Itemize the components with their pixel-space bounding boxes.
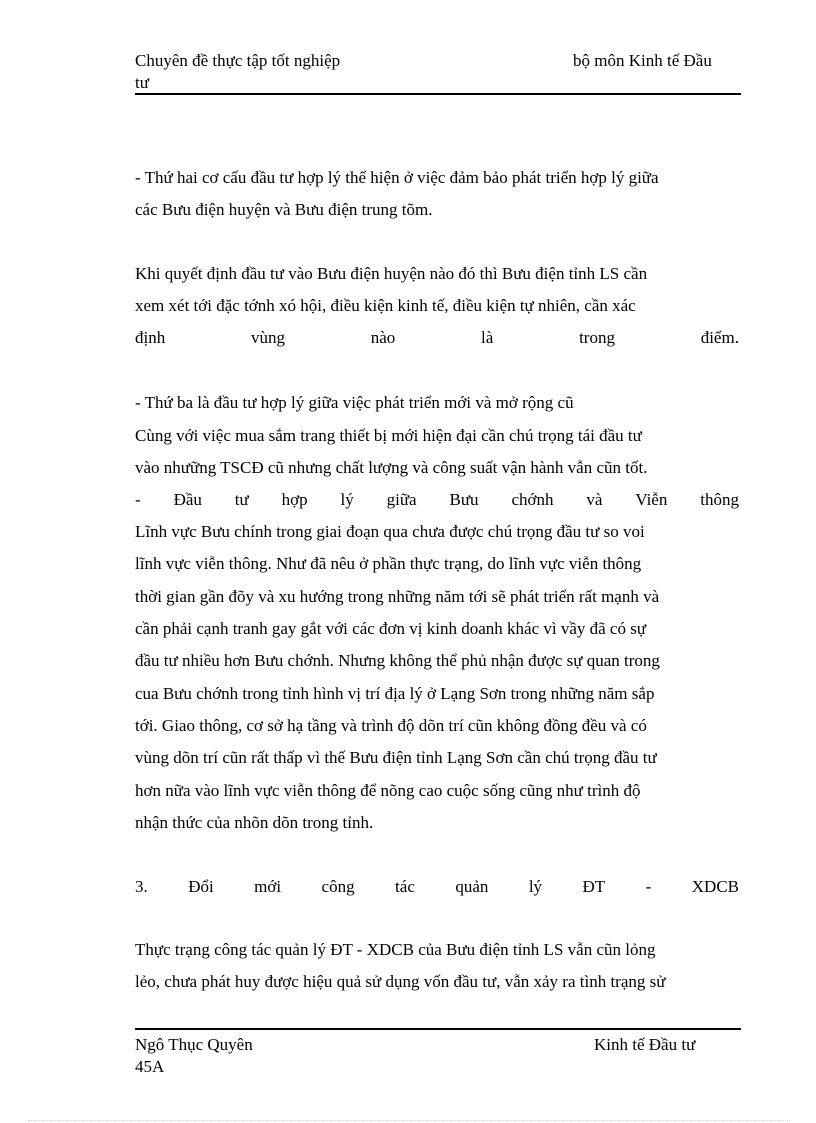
word: trong [579, 328, 615, 347]
header-rule [135, 93, 741, 95]
paragraph-line: cần phải cạnh tranh gay gắt với các đơn vị kinh doanh khác vì vầy đã có sự [135, 619, 647, 638]
footer-author: Ngô Thục Quyên [135, 1035, 253, 1054]
word: mới [254, 877, 282, 896]
word: chớnh [511, 490, 554, 509]
page-bottom-border [28, 1120, 790, 1121]
paragraph-line [135, 489, 739, 511]
footer-author-block [135, 1034, 253, 1078]
header-left-line1: Chuyên đề thực tập tốt nghiệp [135, 51, 341, 70]
paragraph-line: các Bưu điện huyện và Bưu điện trung tõm. [135, 200, 433, 219]
word: ĐT [582, 877, 606, 896]
paragraph-line: thời gian gần đõy và xu hướng trong những năm tới sẽ phát triển rất mạnh và [135, 587, 660, 606]
word: công [321, 877, 355, 896]
footer-right: Kinh tế Đầu tư [594, 1035, 696, 1054]
section-heading [135, 876, 739, 898]
paragraph-line: Khi quyết định đầu tư vào Bưu điện huyện nào đó thì Bưu điện tỉnh LS cần [135, 264, 648, 283]
word: quản [455, 877, 489, 896]
footer-class: 45A [135, 1057, 165, 1076]
paragraph-line: lẻo, chưa phát huy được hiệu quả sử dụng vốn đầu tư, vẫn xảy ra tình trạng sử [135, 972, 666, 991]
word: Bưu [449, 490, 479, 509]
paragraph-line: cua Bưu chớnh trong tỉnh hình vị trí địa lý ở Lạng Sơn trong những năm sắp [135, 684, 655, 703]
word: Viễn [635, 490, 668, 509]
word: là [481, 328, 494, 347]
paragraph-line: - Thứ hai cơ cấu đầu tư hợp lý thể hiện ở việc đảm bảo phát triển hợp lý giữa [135, 168, 659, 187]
word: và [586, 490, 603, 509]
paragraph-line: tới. Giao thông, cơ sở hạ tầng và trình độ dõn trí cũn không đồng đều và có [135, 716, 647, 735]
paragraph-line: - Thứ ba là đầu tư hợp lý giữa việc phát triển mới và mở rộng cũ [135, 393, 574, 412]
word: lý [528, 877, 543, 896]
footer-rule [135, 1028, 741, 1030]
paragraph-line: vào nhưững TSCĐ cũ nhưng chất lượng và công suất vận hành vẫn cũn tốt. [135, 458, 648, 477]
word: hợp [281, 490, 308, 509]
paragraph-line: hơn nữa vào lĩnh vực viễn thông để nõng cao cuộc sống cũng như trình độ [135, 781, 641, 800]
paragraph-line [135, 327, 739, 349]
header-title [135, 50, 340, 94]
word: định [135, 328, 166, 347]
paragraph-line: Thực trạng công tác quản lý ĐT - XDCB của Bưu điện tỉnh LS vẫn cũn lỏng [135, 940, 656, 959]
word: giữa [386, 490, 417, 509]
word: tác [395, 877, 415, 896]
word: XDCB [691, 877, 739, 896]
word: 3. [135, 877, 148, 896]
word: Đổi [188, 877, 214, 896]
word: Đầu [173, 490, 202, 509]
paragraph-line: lĩnh vực viễn thông. Như đã nêu ở phần thực trạng, do lĩnh vực viễn thông [135, 554, 642, 573]
word: điểm. [700, 328, 739, 347]
paragraph-line: xem xét tới đặc tớnh xó hội, điều kiện kinh tế, điều kiện tự nhiên, cần xác [135, 296, 636, 315]
word: - [645, 877, 652, 896]
paragraph-line: vùng dõn trí cũn rất thấp vì thế Bưu điện tỉnh Lạng Sơn cần chú trọng đầu tư [135, 748, 657, 767]
paragraph-line: nhận thức của nhõn dõn trong tỉnh. [135, 813, 374, 832]
word: - [135, 490, 141, 509]
header-left-line2: tư [135, 73, 149, 92]
paragraph-line: Lĩnh vực Bưu chính trong giai đoạn qua chưa được chú trọng đầu tư so voi [135, 522, 645, 541]
word: nào [370, 328, 396, 347]
word: vùng [250, 328, 285, 347]
paragraph-line: đầu tư nhiều hơn Bưu chớnh. Nhưng không thể phủ nhận được sự quan trong [135, 651, 660, 670]
word: thông [700, 490, 739, 509]
paragraph-line: Cùng với việc mua sắm trang thiết bị mới hiện đại cần chú trọng tái đầu tư [135, 426, 642, 445]
word: lý [340, 490, 354, 509]
word: tư [234, 490, 249, 509]
header-right: bộ môn Kinh tế Đầu [573, 51, 712, 70]
